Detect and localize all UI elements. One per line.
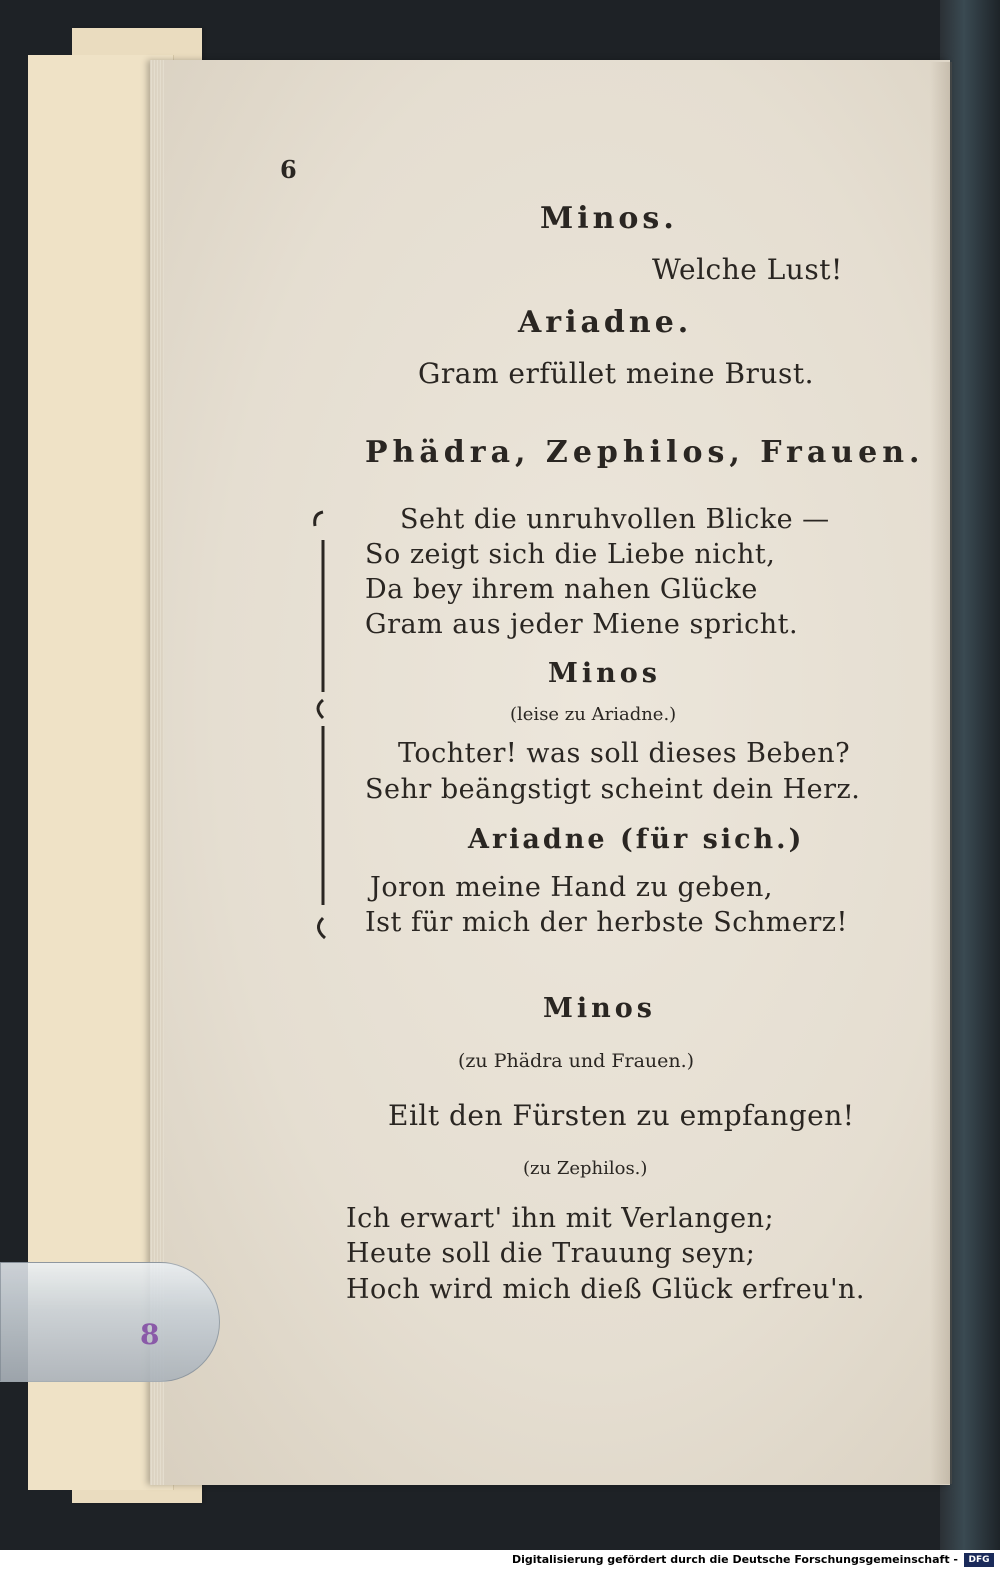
- verse-line: Joron meine Hand zu geben,: [370, 872, 773, 903]
- verse-line: Ist für mich der herbste Schmerz!: [365, 907, 848, 938]
- dfg-logo-icon: DFG: [964, 1553, 994, 1567]
- verse-line: So zeigt sich die Liebe nicht,: [365, 539, 776, 570]
- verse-line: Eilt den Fürsten zu empfangen!: [388, 1099, 855, 1132]
- speaker-minos: Minos.: [540, 201, 678, 236]
- speaker-ariadne: Ariadne (für sich.): [468, 824, 805, 855]
- stage-direction: (zu Phädra und Frauen.): [458, 1050, 695, 1072]
- speaker-minos: Minos: [548, 658, 661, 689]
- speaker-ariadne: Ariadne.: [518, 305, 693, 340]
- verse-line: Gram erfüllet meine Brust.: [418, 357, 814, 390]
- verse-line: Seht die unruhvollen Blicke —: [400, 504, 830, 535]
- verse-line: Gram aus jeder Miene spricht.: [365, 609, 799, 640]
- verse-line: Ich erwart' ihn mit Verlangen;: [346, 1203, 775, 1234]
- stage-direction: (zu Zephilos.): [523, 1158, 648, 1179]
- clip-mark: 8: [140, 1318, 160, 1351]
- page-shadow-edge: [930, 62, 952, 1484]
- verse-line: Hoch wird mich dieß Glück erfreu'n.: [346, 1274, 865, 1305]
- verse-line: Da bey ihrem nahen Glücke: [365, 574, 758, 605]
- speaker-minos: Minos: [543, 993, 656, 1024]
- page-holder-clip: [0, 1262, 220, 1382]
- verse-line: Welche Lust!: [652, 253, 843, 286]
- page-number: 6: [280, 155, 297, 184]
- ensemble-bracket: [305, 500, 345, 950]
- speaker-group-heading: Phädra, Zephilos, Frauen.: [365, 435, 925, 470]
- footer-credit: Digitalisierung gefördert durch die Deutsche Forschungsgemeinschaft -: [511, 1553, 958, 1566]
- verse-line: Sehr beängstigt scheint dein Herz.: [365, 774, 861, 805]
- verse-line: Tochter! was soll dieses Beben?: [398, 738, 851, 769]
- verse-line: Heute soll die Trauung seyn;: [346, 1238, 756, 1269]
- stage-direction: (leise zu Ariadne.): [510, 704, 677, 725]
